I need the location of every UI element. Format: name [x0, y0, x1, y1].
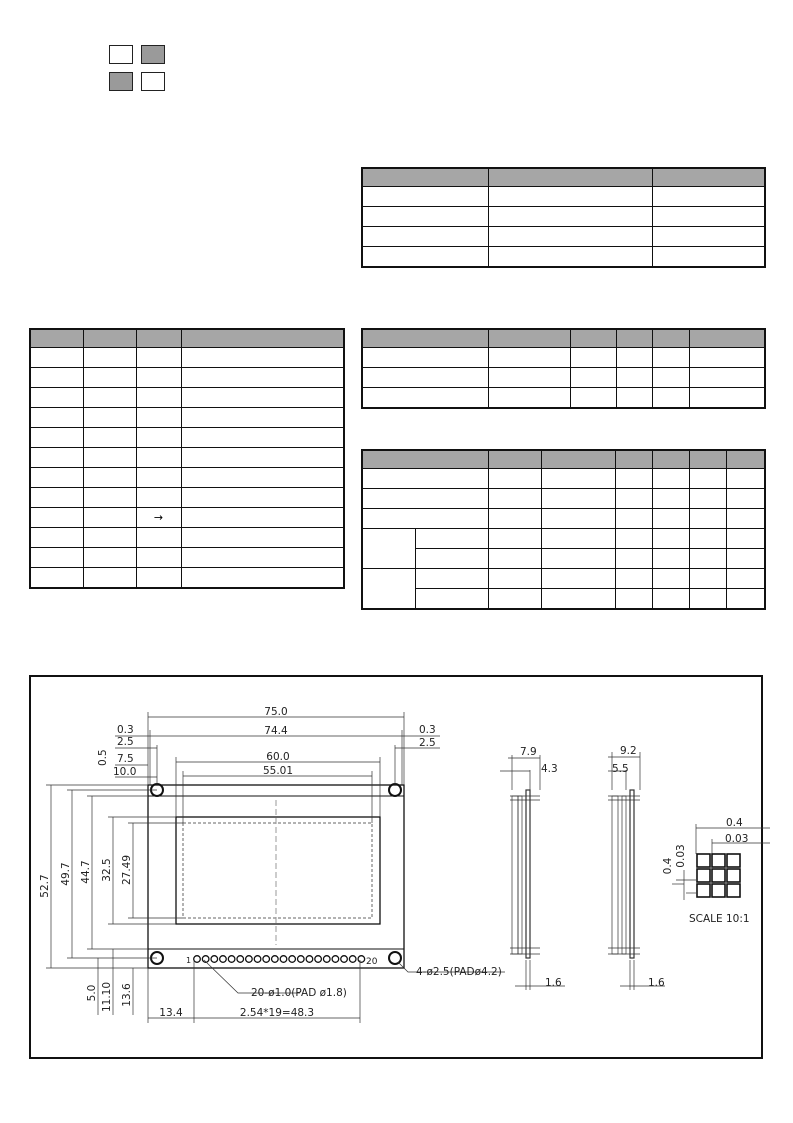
pin-hole: [228, 956, 235, 963]
pin-hole: [323, 956, 330, 963]
pin-hole: [246, 956, 253, 963]
dim-52-7: 52.7: [39, 874, 51, 898]
pin-hole: [358, 956, 365, 963]
mount-hole-label: 4-ø2.5(PADø4.2): [416, 966, 502, 978]
dim-44-7: 44.7: [80, 860, 92, 884]
side1-dim-1-6: 1.6: [545, 977, 562, 989]
dim-27-49: 27.49: [121, 854, 133, 886]
dim-5-0: 5.0: [86, 984, 98, 1002]
dim-13-4: 13.4: [159, 1007, 183, 1019]
dot-detail: [697, 854, 740, 897]
dot-dim-0-4-vertical: 0.4: [662, 857, 674, 875]
side2-dim-9-2: 9.2: [620, 745, 637, 757]
pin-1-label: 1: [186, 956, 192, 965]
pin-hole: [211, 956, 218, 963]
pin-spec-label: 20-ø1.0(PAD ø1.8): [251, 987, 347, 999]
side1-dim-7-9: 7.9: [520, 746, 537, 758]
dim-13-6: 13.6: [121, 983, 133, 1007]
dim-11-10: 11.10: [101, 981, 113, 1013]
dim-7-5: 7.5: [117, 753, 134, 765]
dot-dim-0-4: 0.4: [726, 817, 743, 829]
pin-hole: [237, 956, 244, 963]
pin-hole: [194, 956, 201, 963]
pin-row: [194, 956, 365, 963]
pin-hole: [263, 956, 270, 963]
side1-dim-4-3: 4.3: [541, 763, 558, 775]
viewing-area: [176, 817, 380, 924]
side2-dim-5-5: 5.5: [612, 763, 629, 775]
mount-hole-br: [389, 952, 401, 964]
pin-hole: [315, 956, 322, 963]
dim-pitch: 2.54*19=48.3: [239, 1007, 315, 1019]
side-view-1: [512, 796, 518, 954]
pin-20-label: 20: [366, 957, 378, 967]
dot-dim-0-03: 0.03: [725, 833, 749, 845]
pin-hole: [272, 956, 279, 963]
dim-60-0: 60.0: [266, 751, 290, 763]
dim-32-5: 32.5: [101, 858, 113, 882]
dim-49-7: 49.7: [60, 862, 72, 886]
pin-hole: [220, 956, 227, 963]
dim-0-3-left: 0.3: [117, 724, 134, 736]
dim-74-4: 74.4: [264, 725, 288, 737]
pin-hole: [298, 956, 305, 963]
side2-dim-1-6: 1.6: [648, 977, 665, 989]
dim-2-5-right: 2.5: [419, 737, 436, 749]
dot-dim-0-03-vertical: 0.03: [675, 844, 687, 868]
side-view-2: [612, 796, 618, 954]
dim-2-5-left: 2.5: [117, 736, 134, 748]
dim-0-5: 0.5: [97, 749, 109, 766]
dim-75-0: 75.0: [264, 706, 288, 718]
active-area: [183, 823, 372, 918]
pin-hole: [280, 956, 287, 963]
pin-hole: [289, 956, 296, 963]
dim-55-01: 55.01: [262, 765, 294, 777]
pin-hole: [254, 956, 261, 963]
dim-10-0: 10.0: [113, 766, 137, 778]
pin-hole: [332, 956, 339, 963]
pin-hole: [349, 956, 356, 963]
pin-hole: [306, 956, 313, 963]
arrow-symbol: →: [136, 508, 181, 528]
mount-hole-tr: [389, 784, 401, 796]
scale-label: SCALE 10:1: [689, 913, 750, 925]
dim-0-3-right: 0.3: [419, 724, 436, 736]
pin-hole: [341, 956, 348, 963]
